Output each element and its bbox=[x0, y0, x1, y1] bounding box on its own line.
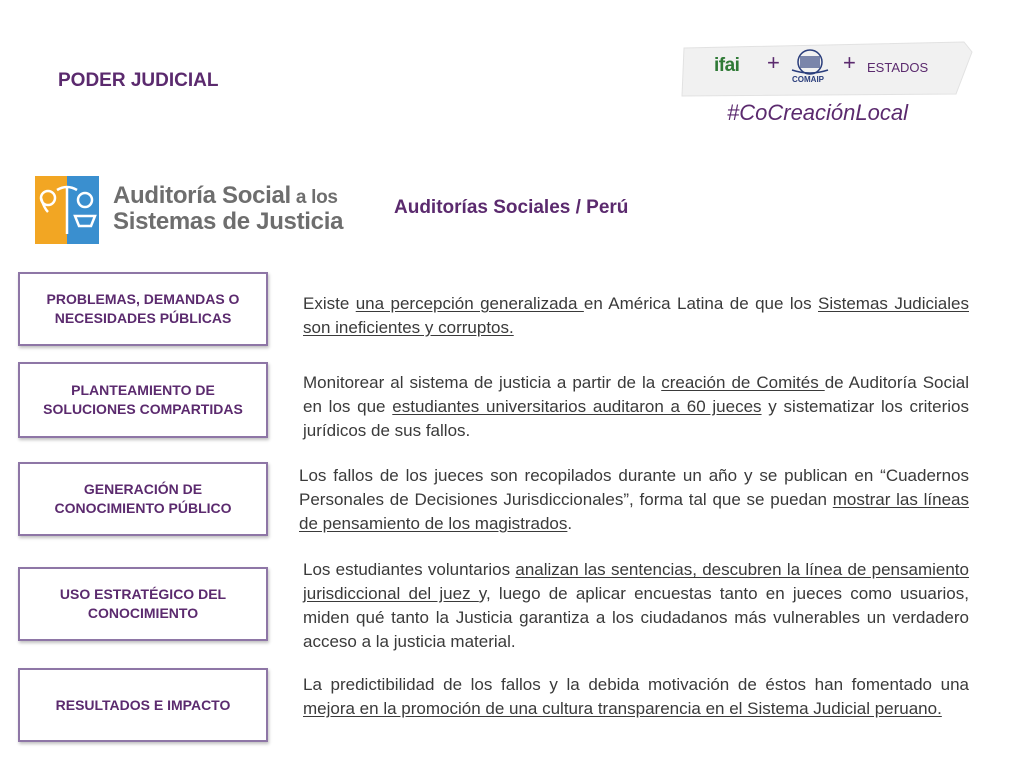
stage-box-results: RESULTADOS E IMPACTO bbox=[18, 668, 268, 742]
stage-text-strategic-use: Los estudiantes voluntarios analizan las sentencias, descubren la línea de pensamiento jurisdiccional del juez y, luego de aplicar encuestas tanto en jueces como usuarios, miden qué tanto la Justicia garantiza a los ciudadanos más vulnerables un verdadero acceso a la justicia material. bbox=[303, 560, 969, 651]
justice-scales-icon bbox=[35, 176, 99, 244]
plus-separator-2: + bbox=[843, 50, 856, 75]
hashtag: #CoCreaciónLocal bbox=[727, 100, 908, 125]
stage-box-solutions: PLANTEAMIENTO DE SOLUCIONES COMPARTIDAS bbox=[18, 362, 268, 438]
ifai-logo: ifai bbox=[714, 55, 740, 76]
stage-text-problems: Existe una percepción generalizada en América Latina de que los Sistemas Judiciales son ineficientes y corruptos. bbox=[303, 294, 969, 337]
stage-text-solutions: Monitorear al sistema de justicia a partir de la creación de Comités de Auditoría Social en los que estudiantes universitarios auditaron a 60 jueces y sistematizar los criterios jurídicos de sus fallos. bbox=[303, 373, 970, 440]
logo-text-line2: Sistemas de Justicia bbox=[113, 208, 344, 235]
subtitle: Auditorías Sociales / Perú bbox=[394, 197, 629, 218]
stage-box-problems: PROBLEMAS, DEMANDAS O NECESIDADES PÚBLICAS bbox=[18, 272, 268, 346]
stage-text-knowledge: Los fallos de los jueces son recopilados durante un año y se publican en “Cuadernos Personales de Decisiones Jurisdiccionales”, forma tal que se puedan mostrar las líneas de pensamiento de los magistrados. bbox=[299, 466, 969, 533]
estados-label: ESTADOS bbox=[867, 60, 929, 75]
comaip-label: COMAIP bbox=[792, 75, 824, 84]
section-title: PODER JUDICIAL bbox=[58, 70, 219, 91]
stage-box-strategic-use: USO ESTRATÉGICO DEL CONOCIMIENTO bbox=[18, 567, 268, 641]
plus-separator: + bbox=[767, 50, 780, 75]
logo-text-line1: Auditoría Social a los bbox=[113, 182, 338, 209]
stage-box-knowledge: GENERACIÓN DE CONOCIMIENTO PÚBLICO bbox=[18, 462, 268, 536]
stage-text-results: La predictibilidad de los fallos y la debida motivación de éstos han fomentado una mejora en la promoción de una cultura transparencia en el Sistema Judicial peruano. bbox=[303, 675, 969, 718]
comaip-logo-icon bbox=[784, 48, 836, 92]
